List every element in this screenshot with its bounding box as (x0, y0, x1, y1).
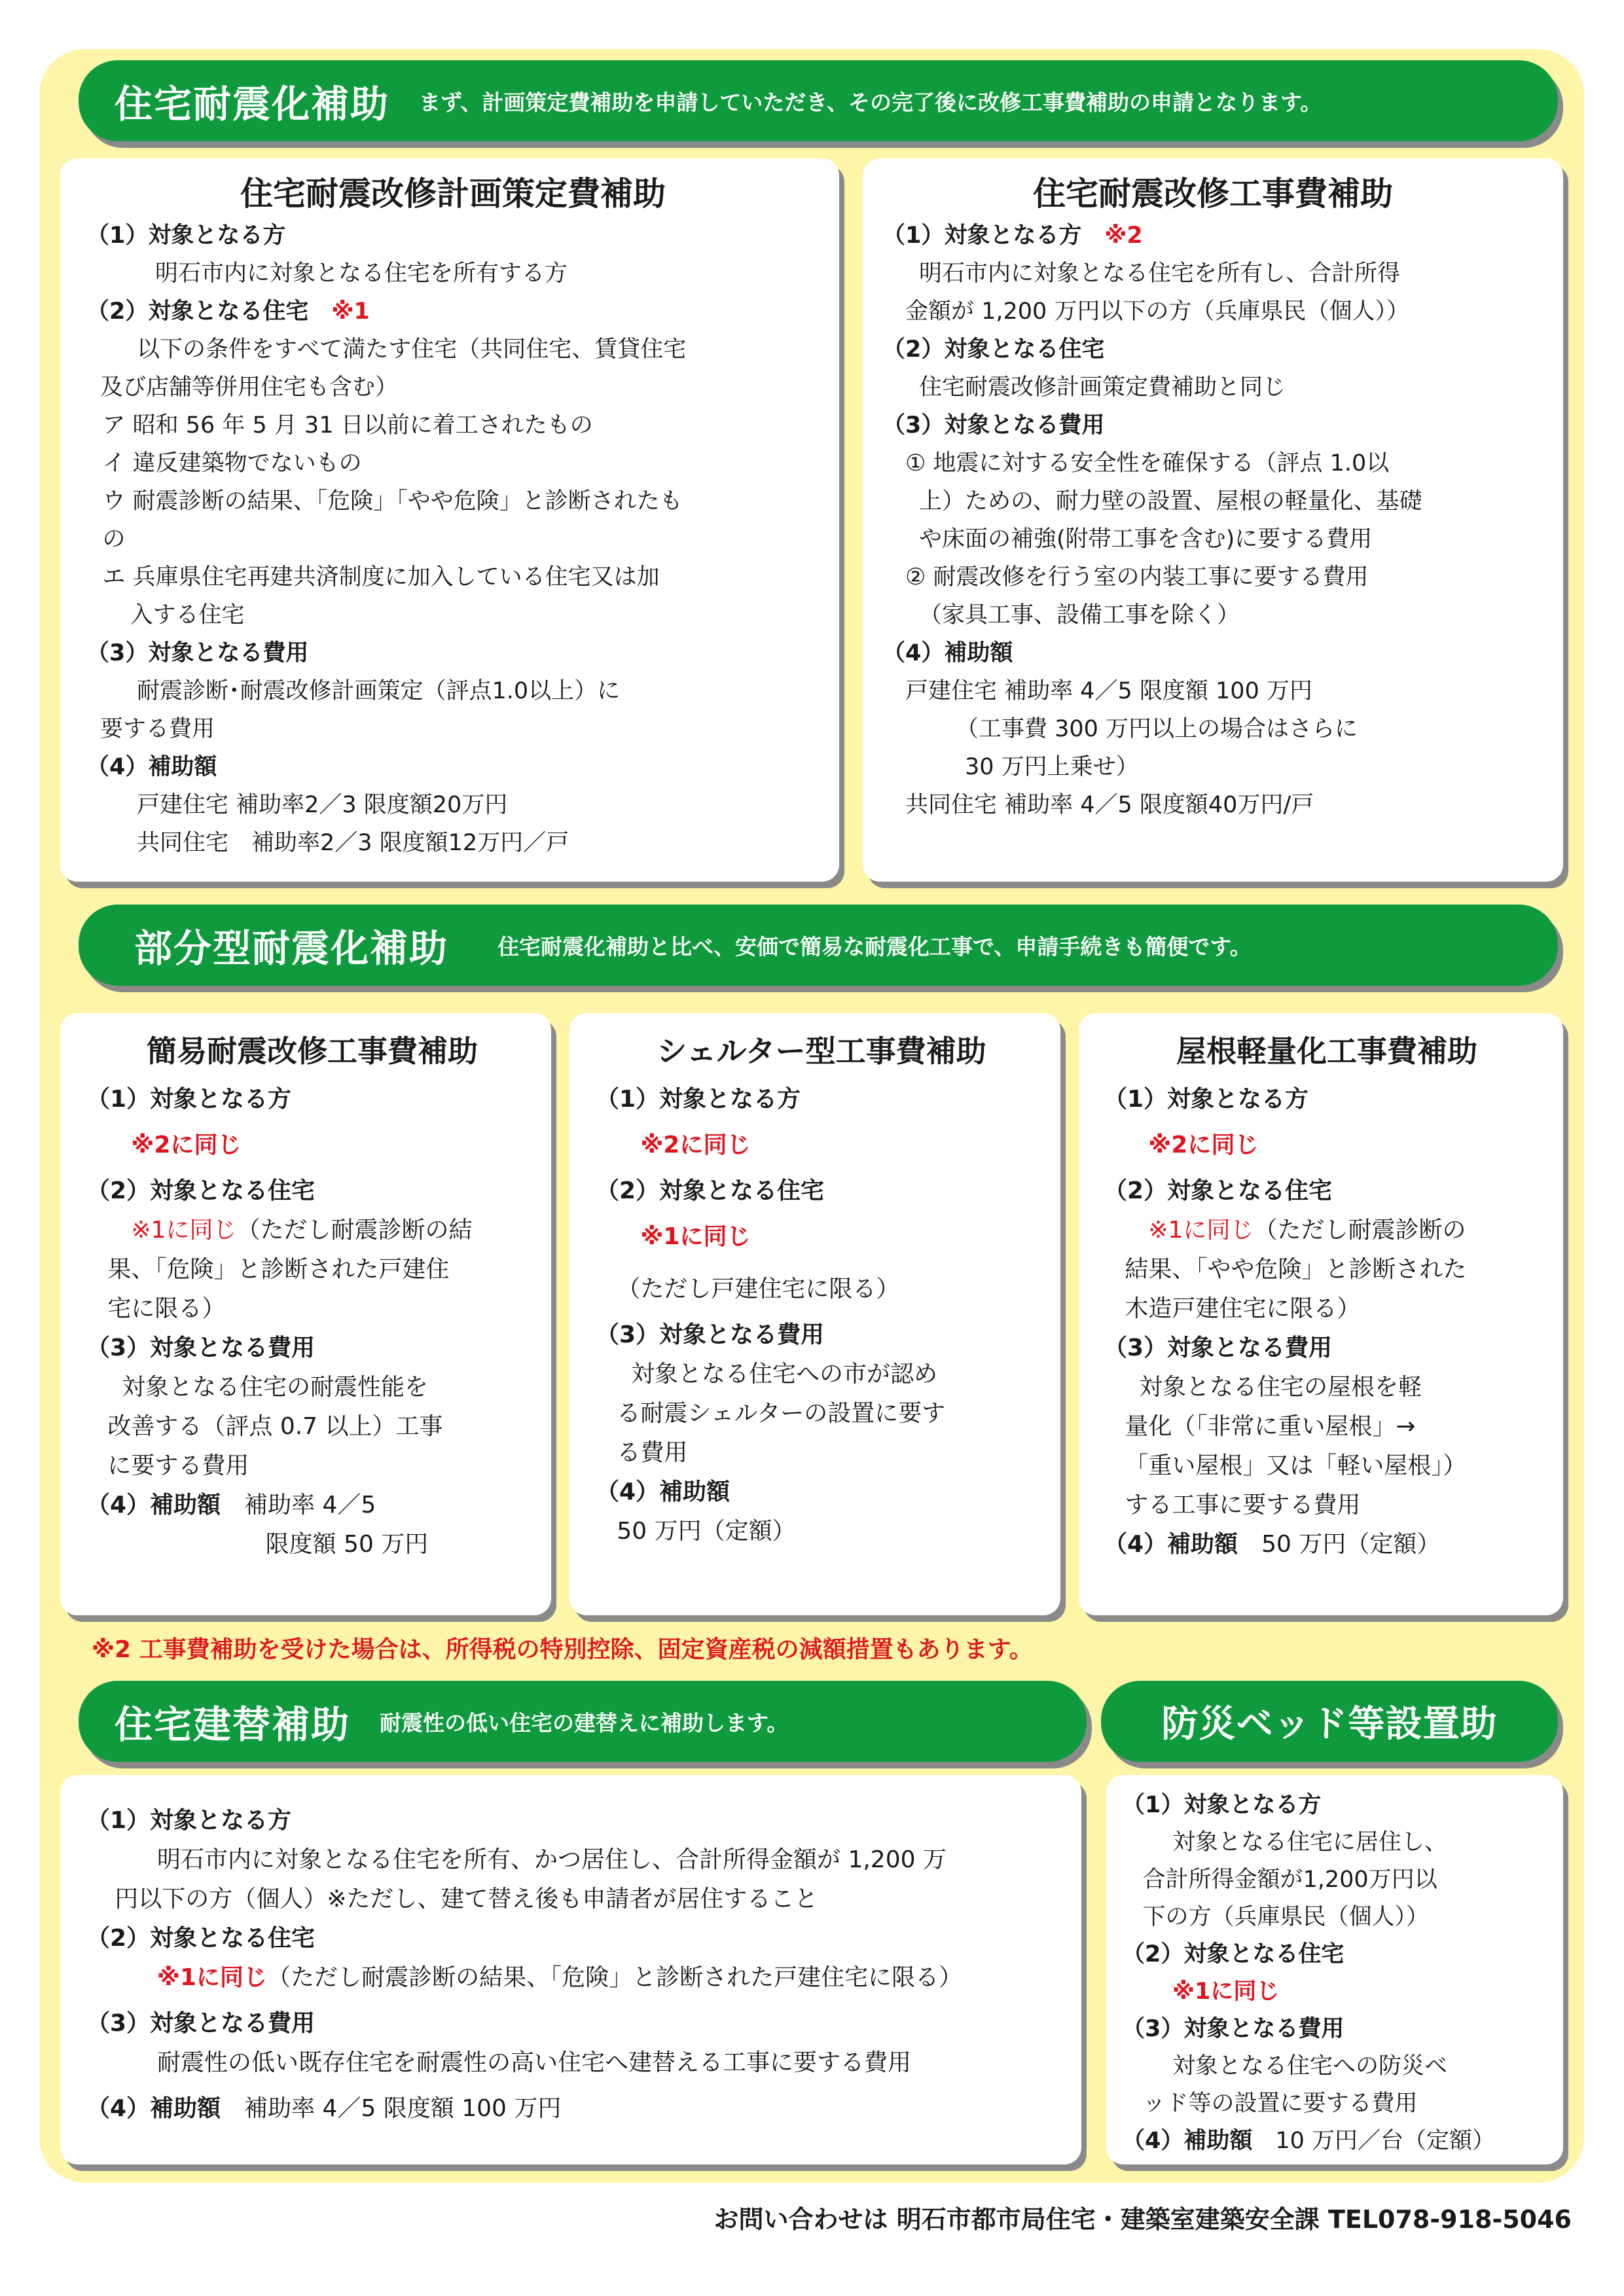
heading-eligible-cost: （3）対象となる費用 (86, 640, 309, 666)
cost-item-2-cont: （家具工事、設備工事を除く） (919, 602, 1240, 628)
heading-eligible-cost: （3）対象となる費用 (86, 1335, 316, 1361)
text: 及び店舗等併用住宅も含む） (100, 374, 399, 401)
section-band-rebuild (79, 1681, 1087, 1762)
section-band-disaster-bed (1101, 1681, 1558, 1762)
section-title: 住宅建替補助 (115, 1702, 351, 1747)
text: に要する費用 (107, 1452, 249, 1479)
heading-eligible-housing: （2）対象となる住宅 (882, 336, 1105, 363)
cost-item-2: ② 耐震改修を行う室の内装工事に要する費用 (905, 564, 1369, 590)
heading-eligible-housing: （2）対象となる住宅 ※1 (86, 298, 370, 325)
same-as-note-2: ※2に同じ (1148, 1132, 1259, 1158)
card-title: シェルター型工事費補助 (657, 1033, 986, 1069)
heading-eligible-person: （1）対象となる方 (86, 223, 286, 249)
text: 金額が 1,200 万円以下の方（兵庫県民（個人）） (905, 298, 1409, 325)
text: 「重い屋根」又は「軽い屋根」） (1125, 1452, 1467, 1479)
text: 明石市内に対象となる住宅を所有し、合計所得 (919, 260, 1401, 287)
condition-a: ア 昭和 56 年 5 月 31 日以前に着工されたもの (102, 412, 593, 439)
note-mark: ※1 (331, 298, 370, 325)
text: （工事費 300 万円以上の場合はさらに (956, 716, 1358, 742)
text: 円以下の方（個人）※ただし、建て替え後も申請者が居住すること (115, 1886, 818, 1912)
text: 対象となる住宅への防災ベ (1172, 2053, 1448, 2079)
card-title: 住宅耐震改修工事費補助 (1033, 175, 1393, 213)
text: 耐震診断･耐震改修計画策定（評点1.0以上）に (137, 678, 621, 704)
text: 量化（「非常に重い屋根」→ (1125, 1413, 1416, 1440)
text: 戸建住宅 補助率2／3 限度額20万円 (137, 792, 508, 818)
text: ※1に同じ（ただし耐震診断の (1148, 1217, 1466, 1244)
card-shelter-subsidy (569, 1013, 1060, 1615)
section-band-housing-seismic (79, 60, 1558, 141)
card-title: 簡易耐震改修工事費補助 (147, 1033, 478, 1069)
section-title: 部分型耐震化補助 (134, 926, 449, 971)
text: 改善する（評点 0.7 以上）工事 (107, 1413, 443, 1440)
condition-c: ウ 耐震診断の結果、「危険」「やや危険」と診断されたも (102, 488, 683, 514)
section-title: 住宅耐震化補助 (115, 82, 390, 126)
text: 対象となる住宅の屋根を軽 (1139, 1374, 1422, 1401)
condition-d-cont: 入する住宅 (130, 602, 245, 628)
card-title: 屋根軽量化工事費補助 (1176, 1033, 1477, 1069)
text: 果、「危険」と診断された戸建住 (107, 1256, 450, 1283)
contact-footer: お問い合わせは 明石市都市局住宅・建築室建築安全課 TEL078-918-5046 (713, 2205, 1572, 2234)
condition-d: エ 兵庫県住宅再建共済制度に加入している住宅又は加 (102, 564, 660, 590)
note-2-tax-benefit: ※2 工事費補助を受けた場合は、所得税の特別控除、固定資産税の減額措置もあります。 (92, 1636, 1033, 1663)
card-disaster-bed-subsidy (1106, 1775, 1563, 2164)
text: る費用 (617, 1439, 688, 1466)
heading-eligible-housing: （2）対象となる住宅 (86, 1925, 316, 1952)
subsidy-amount-row: （4）補助額 補助率 4／5 限度額 100 万円 (86, 2095, 562, 2122)
text: 木造戸建住宅に限る） (1125, 1295, 1361, 1322)
heading-eligible-cost: （3）対象となる費用 (86, 2010, 316, 2037)
heading-subsidy-amount: （4）補助額 (596, 1479, 731, 1505)
card-title: 住宅耐震改修計画策定費補助 (240, 175, 666, 213)
text: 宅に限る） (107, 1295, 226, 1322)
same-as-note-1: ※1に同じ (157, 1964, 268, 1991)
card-plan-subsidy (60, 158, 839, 882)
text: 共同住宅 補助率2／3 限度額12万円／戸 (137, 830, 569, 856)
heading-eligible-housing: （2）対象となる住宅 (86, 1177, 316, 1204)
same-as-note-1: ※1に同じ (131, 1217, 237, 1244)
heading-eligible-housing: （2）対象となる住宅 (596, 1177, 825, 1204)
text: 以下の条件をすべて満たす住宅（共同住宅、賃貸住宅 (137, 336, 687, 363)
section-subtitle: まず、計画策定費補助を申請していただき、その完了後に改修工事費補助の申請となります。 (419, 89, 1322, 115)
section-subtitle: 住宅耐震化補助と比べ、安価で簡易な耐震化工事で、申請手続きも簡便です。 (497, 933, 1252, 960)
note-mark: ※2 (1104, 223, 1143, 249)
heading-eligible-person: （1）対象となる方 (1122, 1792, 1322, 1818)
text: 対象となる住宅に居住し、 (1172, 1829, 1448, 1856)
heading-eligible-housing: （2）対象となる住宅 (1122, 1941, 1344, 1967)
subsidy-amount-row: （4）補助額 50 万円（定額） (1104, 1531, 1441, 1558)
text: 戸建住宅 補助率 4／5 限度額 100 万円 (905, 678, 1312, 704)
condition-b: イ 違反建築物でないもの (102, 450, 362, 476)
section-title: 防災ベッド等設置助 (1161, 1703, 1498, 1746)
same-as-note-2: ※2に同じ (640, 1132, 751, 1158)
section-subtitle: 耐震性の低い住宅の建替えに補助します。 (380, 1710, 789, 1736)
text: 対象となる住宅の耐震性能を (122, 1374, 429, 1401)
text: る耐震シェルターの設置に要す (617, 1400, 946, 1427)
text: 要する費用 (100, 716, 215, 742)
heading-eligible-person: （1）対象となる方 (86, 1807, 292, 1834)
same-as-note-1: ※1に同じ (1148, 1217, 1254, 1244)
heading-eligible-cost: （3）対象となる費用 (1122, 2016, 1344, 2042)
heading-subsidy-amount: （4）補助額 (1104, 1531, 1238, 1558)
text: 明石市内に対象となる住宅を所有する方 (155, 260, 568, 287)
text: 限度額 50 万円 (265, 1531, 429, 1558)
subsidy-amount-row: （4）補助額 補助率 4／5 (86, 1492, 376, 1518)
text: ※1に同じ（ただし耐震診断の結 (131, 1217, 473, 1244)
section-band-partial-seismic (79, 905, 1558, 986)
heading-eligible-person: （1）対象となる方 (86, 1086, 292, 1113)
same-as-note-2: ※2に同じ (131, 1132, 242, 1158)
heading-eligible-cost: （3）対象となる費用 (882, 412, 1105, 439)
text: ※1に同じ（ただし耐震診断の結果、「危険」と診断された戸建住宅に限る） (157, 1964, 963, 1991)
text: （ただし戸建住宅に限る） (617, 1276, 900, 1302)
heading-eligible-person: （1）対象となる方 (596, 1086, 801, 1113)
heading-subsidy-amount: （4）補助額 (1122, 2128, 1253, 2154)
card-rebuild-subsidy (60, 1775, 1081, 2164)
heading-subsidy-amount: （4）補助額 (86, 754, 217, 780)
text: 合計所得金額が1,200万円以 (1142, 1867, 1437, 1893)
text: 耐震性の低い既存住宅を耐震性の高い住宅へ建替える工事に要する費用 (157, 2049, 912, 2076)
text: する工事に要する費用 (1125, 1492, 1361, 1518)
card-roof-subsidy (1079, 1013, 1563, 1615)
text: 対象となる住宅への市が認め (631, 1361, 938, 1388)
heading-subsidy-amount: （4）補助額 (86, 2095, 221, 2122)
text: 住宅耐震改修計画策定費補助と同じ (919, 374, 1286, 401)
heading-eligible-cost: （3）対象となる費用 (596, 1321, 825, 1348)
card-work-subsidy (863, 158, 1563, 882)
subsidy-amount-row: （4）補助額 10 万円／台（定額） (1122, 2128, 1496, 2154)
condition-c-cont: の (102, 526, 126, 552)
text: ッド等の設置に要する費用 (1142, 2090, 1418, 2117)
heading-eligible-cost: （3）対象となる費用 (1104, 1335, 1333, 1361)
heading-eligible-person: （1）対象となる方 (1104, 1086, 1309, 1113)
text: 下の方（兵庫県民（個人）） (1142, 1904, 1430, 1930)
heading-eligible-person: （1）対象となる方 ※2 (882, 223, 1143, 249)
text: 結果、「やや危険」と診断された (1125, 1256, 1467, 1283)
text: 共同住宅 補助率 4／5 限度額40万円/戸 (905, 792, 1314, 818)
cost-item-1: ① 地震に対する安全性を確保する（評点 1.0以 (905, 450, 1390, 476)
text: 50 万円（定額） (617, 1518, 796, 1545)
same-as-note-1: ※1に同じ (1172, 1979, 1280, 2005)
cost-item-1-cont: や床面の補強(附帯工事を含む)に要する費用 (919, 526, 1373, 552)
heading-eligible-housing: （2）対象となる住宅 (1104, 1177, 1333, 1204)
card-simple-subsidy (60, 1013, 551, 1615)
text: 30 万円上乗せ） (965, 754, 1139, 780)
same-as-note-1: ※1に同じ (640, 1223, 751, 1250)
heading-subsidy-amount: （4）補助額 (86, 1492, 221, 1518)
heading-subsidy-amount: （4）補助額 (882, 640, 1013, 666)
cost-item-1-cont: 上）ための、耐力壁の設置、屋根の軽量化、基礎 (919, 488, 1422, 514)
text: 明石市内に対象となる住宅を所有、かつ居住し、合計所得金額が 1,200 万 (157, 1846, 947, 1873)
